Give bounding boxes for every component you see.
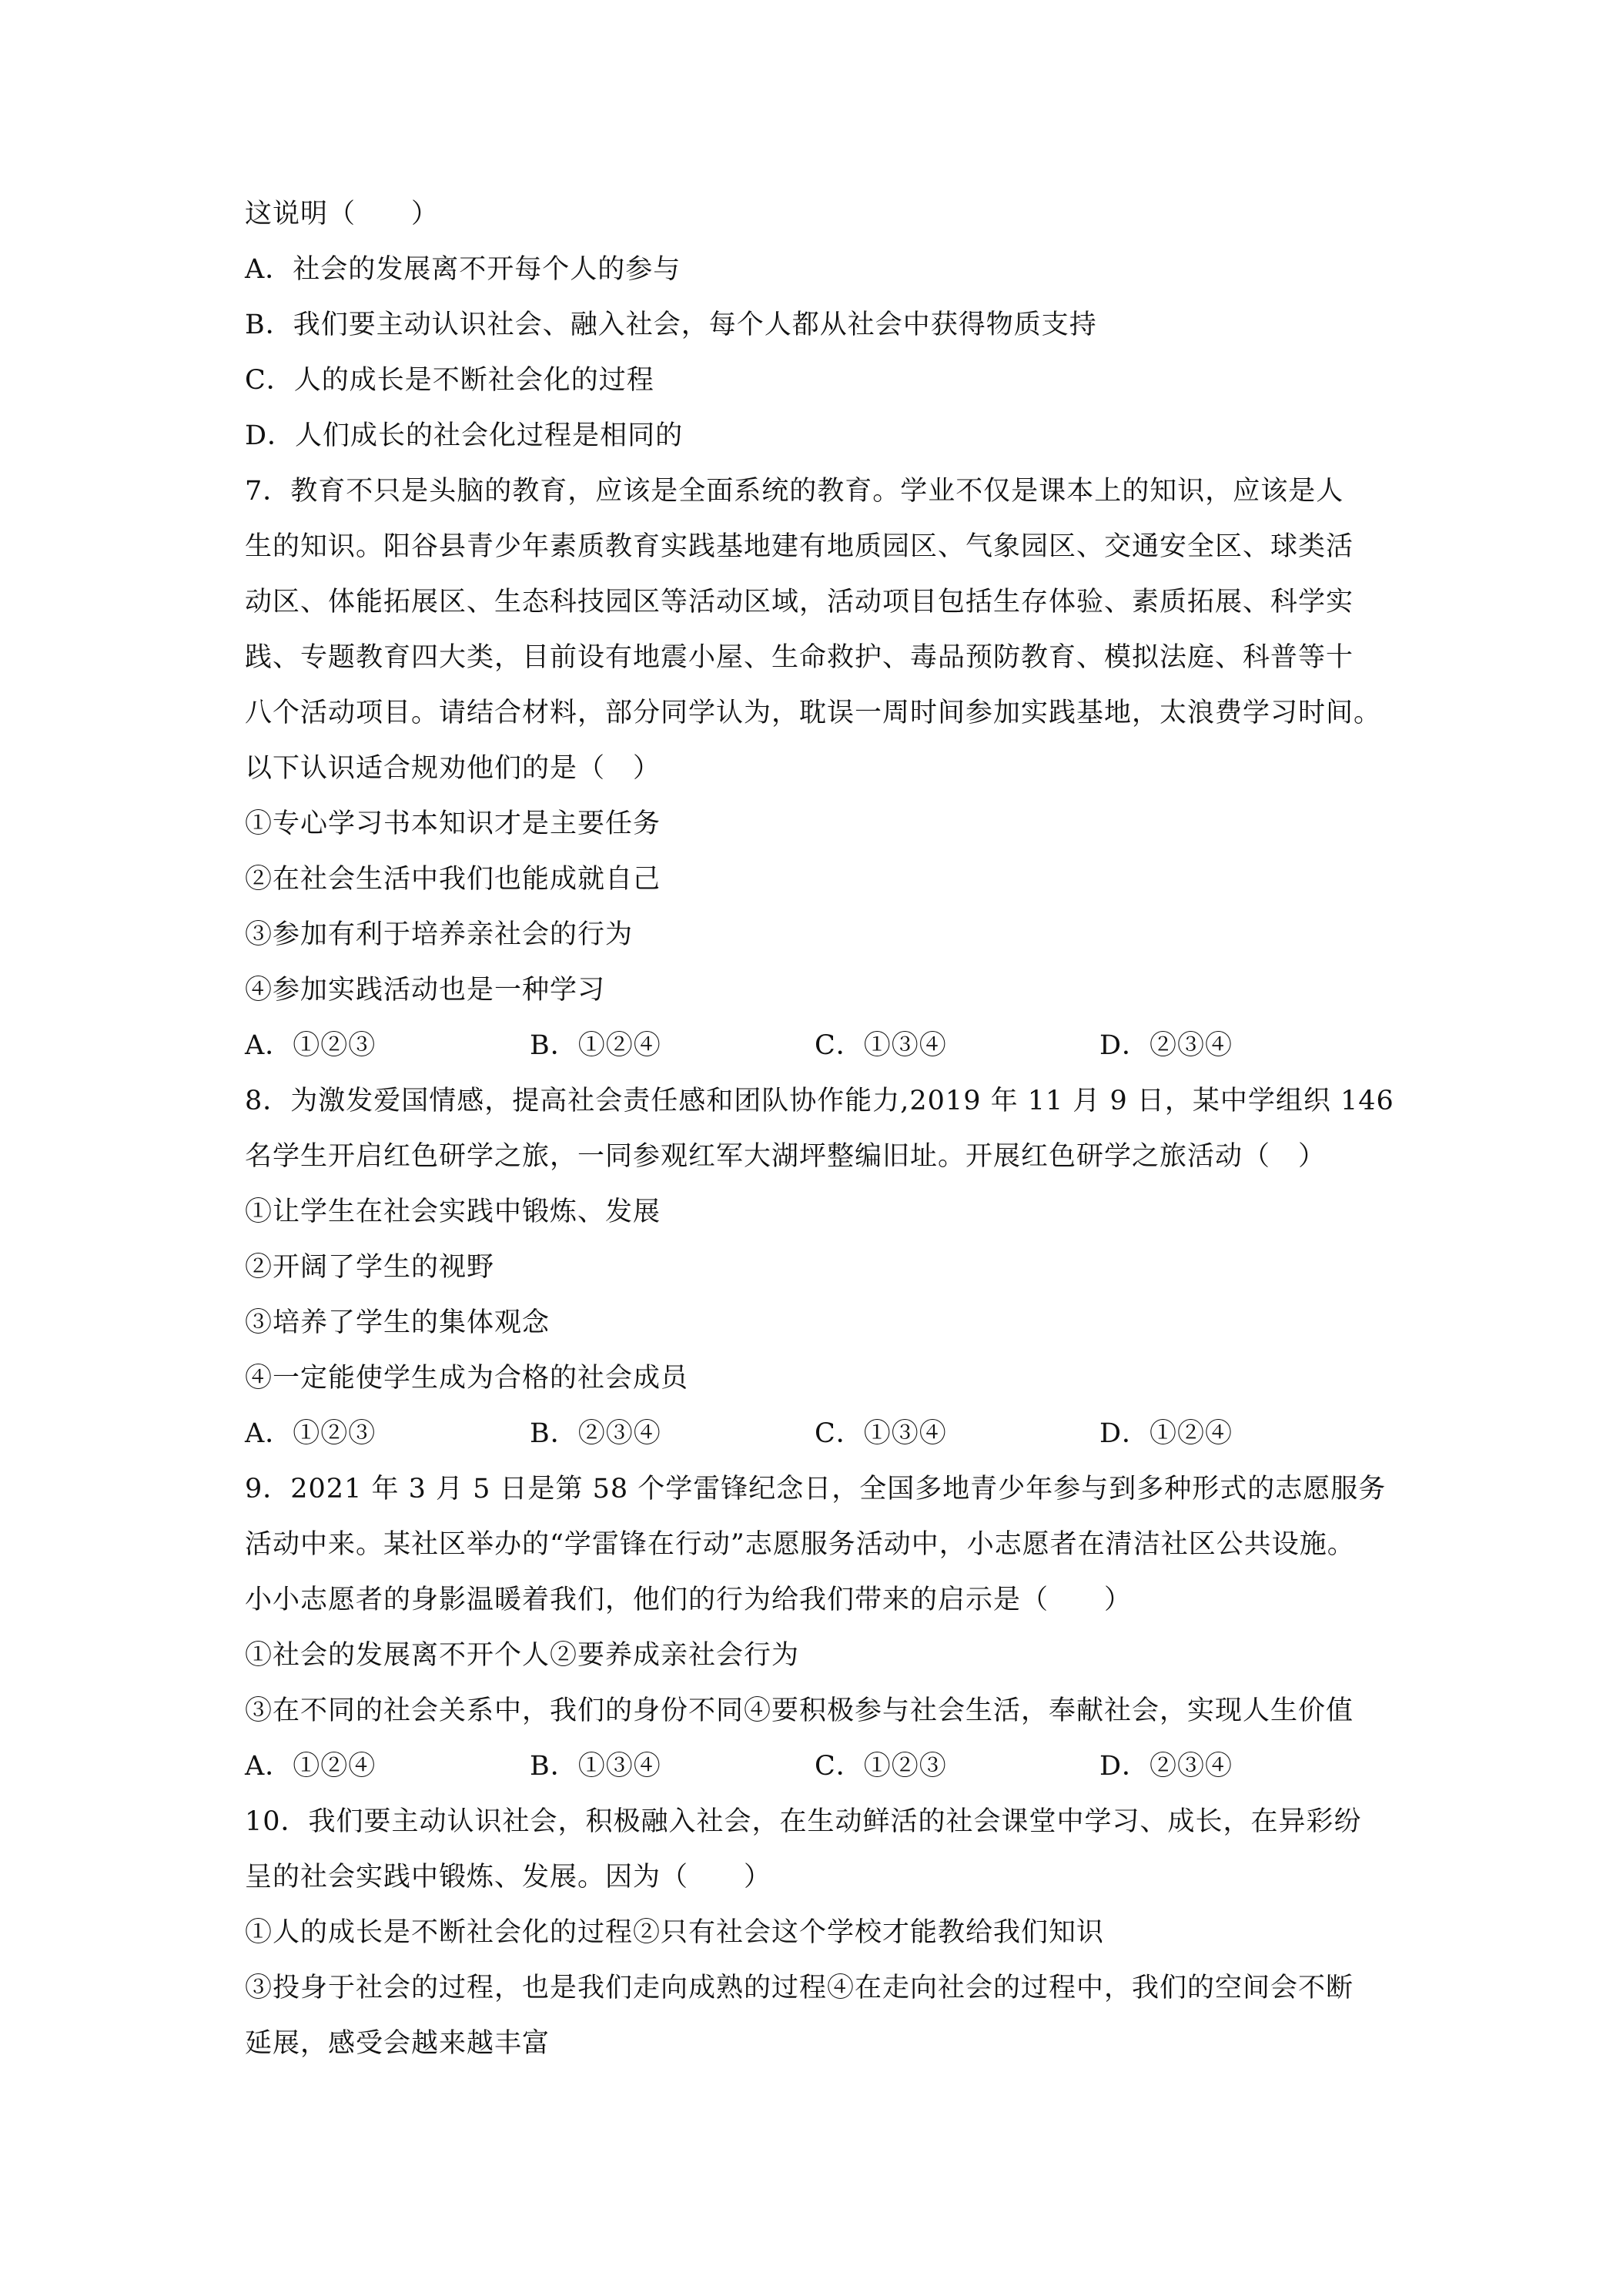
q7-text-line: 以下认识适合规劝他们的是（ ）: [245, 753, 661, 784]
q7-text-line: 生的知识。阳谷县青少年素质教育实践基地建有地质园区、气象园区、交通安全区、球类活: [245, 531, 1354, 562]
q8-item: ④一定能使学生成为合格的社会成员: [245, 1363, 689, 1394]
q7-choice-c: C．①③④: [815, 1030, 947, 1061]
q7-choice-a: A．①②③: [245, 1030, 376, 1061]
q6-option-d: D．人们成长的社会化过程是相同的: [245, 420, 684, 451]
q8-choice-c: C．①③④: [815, 1418, 947, 1449]
q7-item: ④参加实践活动也是一种学习: [245, 975, 606, 1006]
q8-choice-b: B．②③④: [530, 1418, 661, 1449]
q10-item: ③投身于社会的过程，也是我们走向成熟的过程④在走向社会的过程中，我们的空间会不断: [245, 1973, 1354, 2003]
q7-text-line: 践、专题教育四大类，目前设有地震小屋、生命救护、毒品预防教育、模拟法庭、科普等十: [245, 642, 1354, 673]
q10-text-line: 10．我们要主动认识社会，积极融入社会，在生动鲜活的社会课堂中学习、成长，在异彩纷: [245, 1806, 1362, 1837]
q10-item: 延展，感受会越来越丰富: [245, 2028, 550, 2059]
q10-item: ①人的成长是不断社会化的过程②只有社会这个学校才能教给我们知识: [245, 1917, 1105, 1948]
q6-option-c: C．人的成长是不断社会化的过程: [245, 365, 654, 396]
q8-text-line: 8．为激发爱国情感，提高社会责任感和团队协作能力,2019 年 11 月 9 日，某中学组织 146: [245, 1086, 1394, 1116]
q8-item: ③培养了学生的集体观念: [245, 1307, 550, 1338]
q8-item: ①让学生在社会实践中锻炼、发展: [245, 1197, 661, 1227]
q9-choice-d: D．②③④: [1099, 1751, 1233, 1782]
q10-text-line: 呈的社会实践中锻炼、发展。因为（ ）: [245, 1862, 772, 1893]
q7-choice-d: D．②③④: [1099, 1030, 1233, 1061]
q7-item: ②在社会生活中我们也能成就自己: [245, 864, 661, 895]
q9-choice-c: C．①②③: [815, 1751, 947, 1782]
q9-choice-b: B．①③④: [530, 1751, 661, 1782]
q7-item: ①专心学习书本知识才是主要任务: [245, 808, 661, 839]
q7-text-line: 八个活动项目。请结合材料，部分同学认为，耽误一周时间参加实践基地，太浪费学习时间。: [245, 698, 1382, 728]
q9-text-line: 9．2021 年 3 月 5 日是第 58 个学雷锋纪念日，全国多地青少年参与到多种形式的志愿服务: [245, 1474, 1387, 1504]
q6-option-b: B．我们要主动认识社会、融入社会，每个人都从社会中获得物质支持: [245, 310, 1097, 340]
q9-text-line: 小小志愿者的身影温暖着我们，他们的行为给我们带来的启示是（ ）: [245, 1585, 1133, 1615]
q7-item: ③参加有利于培养亲社会的行为: [245, 919, 634, 950]
q7-choice-b: B．①②④: [530, 1030, 661, 1061]
q6-option-a: A．社会的发展离不开每个人的参与: [245, 254, 681, 285]
q8-choice-d: D．①②④: [1099, 1418, 1233, 1449]
q9-item: ①社会的发展离不开个人②要养成亲社会行为: [245, 1640, 800, 1671]
q6-stem: 这说明（ ）: [245, 199, 440, 229]
q8-item: ②开阔了学生的视野: [245, 1252, 495, 1283]
q8-choice-a: A．①②③: [245, 1418, 376, 1449]
q7-text-line: 7．教育不只是头脑的教育，应该是全面系统的教育。学业不仅是课本上的知识，应该是人: [245, 476, 1344, 507]
q9-text-line: 活动中来。某社区举办的“学雷锋在行动”志愿服务活动中，小志愿者在清洁社区公共设施。: [245, 1529, 1355, 1560]
q7-text-line: 动区、体能拓展区、生态科技园区等活动区域，活动项目包括生存体验、素质拓展、科学实: [245, 587, 1354, 618]
q9-choice-a: A．①②④: [245, 1751, 376, 1782]
q9-item: ③在不同的社会关系中，我们的身份不同④要积极参与社会生活，奉献社会，实现人生价值: [245, 1695, 1354, 1726]
q8-text-line: 名学生开启红色研学之旅，一同参观红军大湖坪整编旧址。开展红色研学之旅活动（ ）: [245, 1141, 1327, 1172]
